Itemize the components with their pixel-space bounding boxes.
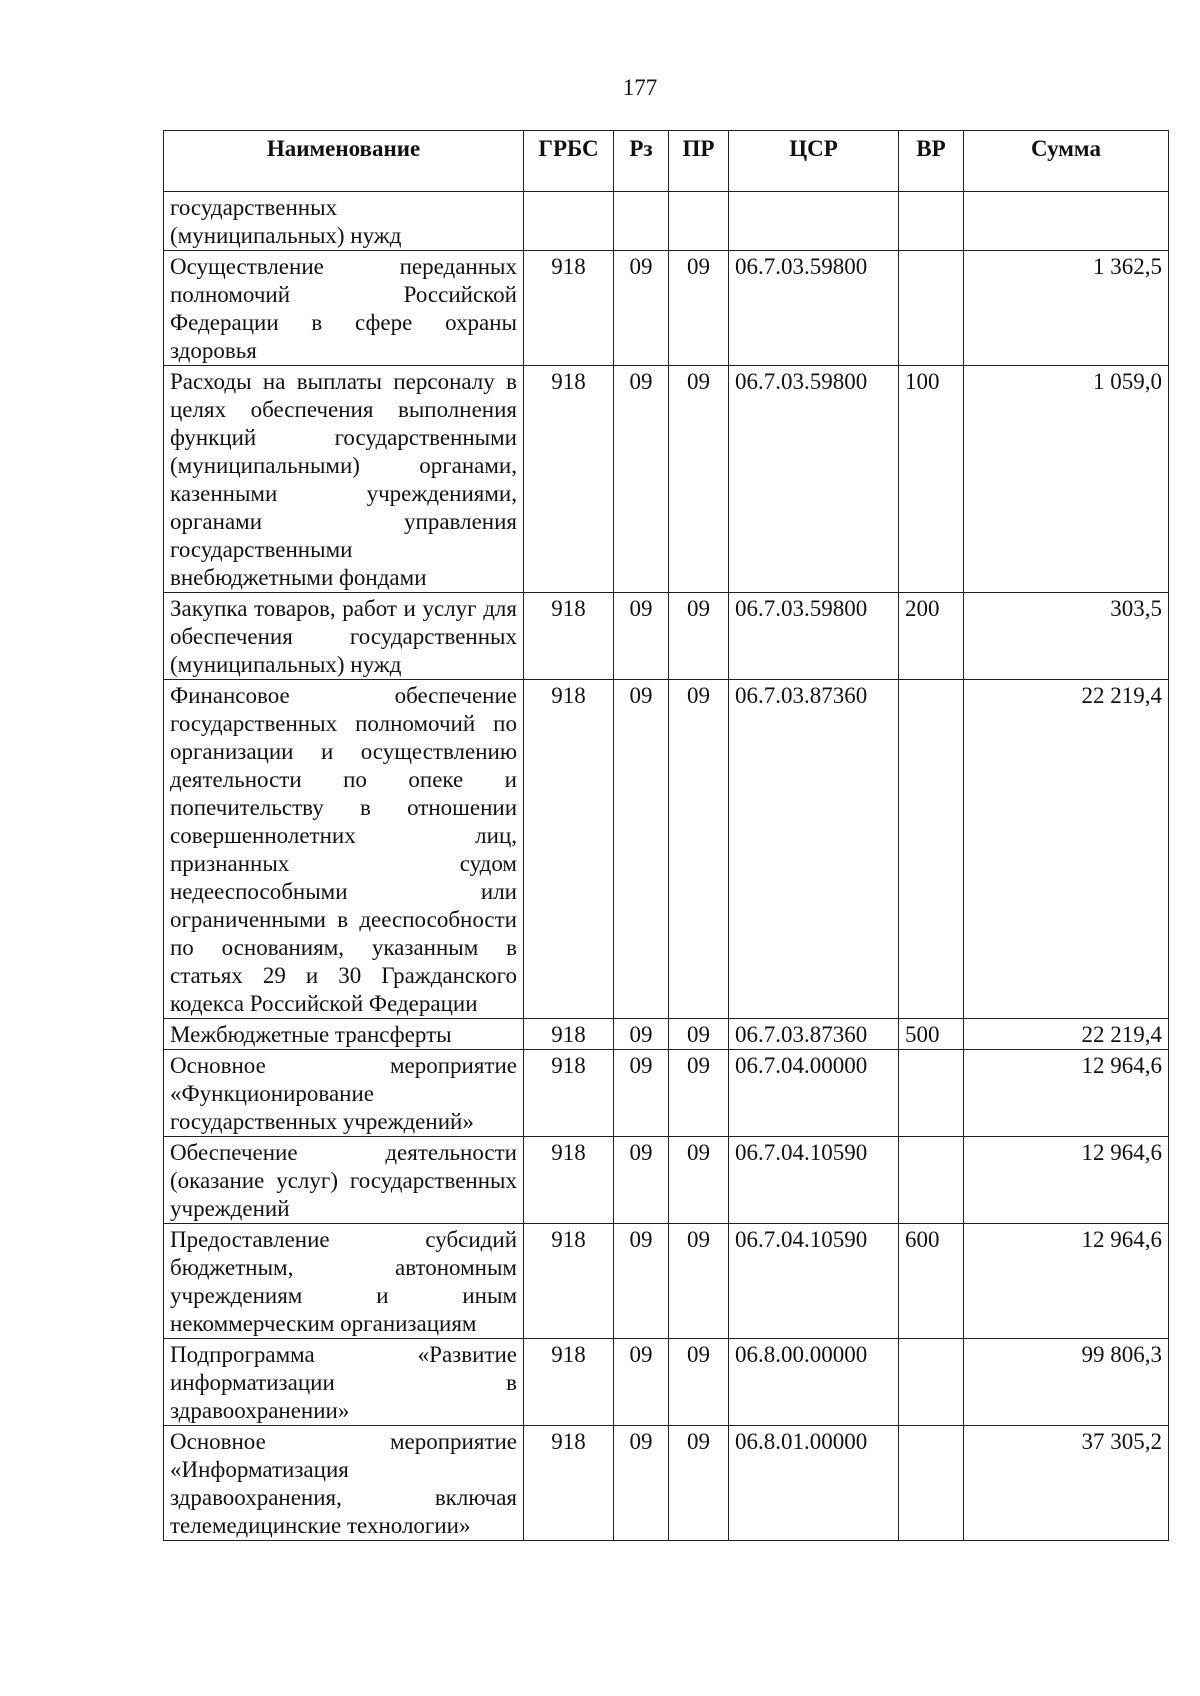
table-row [164, 1339, 1169, 1426]
cell-grbs: 918 [524, 1137, 614, 1224]
cell-sum: 1 362,5 [964, 251, 1169, 366]
cell-csr: 06.7.04.00000 [729, 1050, 899, 1137]
cell-rz: 09 [614, 251, 669, 366]
cell-pr: 09 [669, 1426, 729, 1541]
table-row [164, 1426, 1169, 1541]
cell-csr: 06.7.03.59800 [729, 593, 899, 680]
cell-name: Осуществление переданных полномочий Российской Федерации в сфере охраны здоровья [164, 251, 524, 366]
table-header-row [164, 131, 1169, 192]
table-row [164, 593, 1169, 680]
cell-vr: 600 [899, 1224, 964, 1339]
cell-vr: 500 [899, 1019, 964, 1050]
cell-pr: 09 [669, 593, 729, 680]
cell-pr: 09 [669, 1224, 729, 1339]
cell-vr [899, 1339, 964, 1426]
page-number: 177 [622, 75, 658, 100]
cell-name: Предоставление субсидий бюджетным, автономным учреждениям и иным некоммерческим организациям [164, 1224, 524, 1339]
cell-name: Расходы на выплаты персоналу в целях обеспечения выполнения функций государственными (муниципальными) органами, казенными учреждениями, органами управления государственными внебюджетными фондами [164, 366, 524, 593]
cell-pr: 09 [669, 251, 729, 366]
table-row [164, 192, 1169, 251]
cell-csr: 06.7.03.87360 [729, 680, 899, 1019]
cell-sum: 303,5 [964, 593, 1169, 680]
cell-sum: 37 305,2 [964, 1426, 1169, 1541]
table-row [164, 1050, 1169, 1137]
cell-csr: 06.7.03.59800 [729, 366, 899, 593]
cell-rz: 09 [614, 366, 669, 593]
cell-csr: 06.7.03.59800 [729, 251, 899, 366]
column-header-grbs: ГРБС [524, 131, 614, 192]
cell-sum [964, 192, 1169, 251]
cell-pr: 09 [669, 1137, 729, 1224]
cell-name: Основное мероприятие «Информатизация здравоохранения, включая телемедицинские технологии» [164, 1426, 524, 1541]
cell-grbs: 918 [524, 1050, 614, 1137]
cell-csr: 06.8.01.00000 [729, 1426, 899, 1541]
cell-grbs: 918 [524, 680, 614, 1019]
cell-grbs: 918 [524, 1339, 614, 1426]
cell-grbs: 918 [524, 1224, 614, 1339]
cell-vr: 200 [899, 593, 964, 680]
cell-sum: 22 219,4 [964, 1019, 1169, 1050]
cell-sum: 12 964,6 [964, 1050, 1169, 1137]
cell-grbs: 918 [524, 593, 614, 680]
cell-name: Подпрограмма «Развитие информатизации в здравоохранении» [164, 1339, 524, 1426]
cell-vr [899, 251, 964, 366]
cell-sum: 1 059,0 [964, 366, 1169, 593]
cell-vr [899, 680, 964, 1019]
cell-csr: 06.7.04.10590 [729, 1137, 899, 1224]
cell-vr: 100 [899, 366, 964, 593]
cell-vr [899, 192, 964, 251]
column-header-name: Наименование [164, 131, 524, 192]
cell-sum: 22 219,4 [964, 680, 1169, 1019]
cell-rz: 09 [614, 1019, 669, 1050]
column-header-vr: ВР [899, 131, 964, 192]
cell-grbs: 918 [524, 1019, 614, 1050]
table-row [164, 680, 1169, 1019]
cell-pr: 09 [669, 366, 729, 593]
table-row [164, 251, 1169, 366]
column-header-csr: ЦСР [729, 131, 899, 192]
cell-sum: 12 964,6 [964, 1224, 1169, 1339]
cell-rz: 09 [614, 1050, 669, 1137]
budget-table [163, 130, 1169, 1541]
cell-pr: 09 [669, 680, 729, 1019]
cell-csr: 06.7.04.10590 [729, 1224, 899, 1339]
table-row [164, 1137, 1169, 1224]
cell-csr: 06.7.03.87360 [729, 1019, 899, 1050]
cell-csr: 06.8.00.00000 [729, 1339, 899, 1426]
cell-grbs [524, 192, 614, 251]
cell-name: Обеспечение деятельности (оказание услуг) государственных учреждений [164, 1137, 524, 1224]
column-header-sum: Сумма [964, 131, 1169, 192]
cell-name: Межбюджетные трансферты [164, 1019, 524, 1050]
cell-vr [899, 1137, 964, 1224]
table-row [164, 366, 1169, 593]
cell-rz: 09 [614, 593, 669, 680]
cell-sum: 99 806,3 [964, 1339, 1169, 1426]
column-header-rz: Рз [614, 131, 669, 192]
cell-sum: 12 964,6 [964, 1137, 1169, 1224]
cell-rz: 09 [614, 680, 669, 1019]
cell-vr [899, 1050, 964, 1137]
column-header-pr: ПР [669, 131, 729, 192]
cell-rz: 09 [614, 1426, 669, 1541]
cell-name: государственных (муниципальных) нужд [164, 192, 524, 251]
cell-name: Основное мероприятие «Функционирование государственных учреждений» [164, 1050, 524, 1137]
table-row [164, 1019, 1169, 1050]
cell-rz: 09 [614, 1339, 669, 1426]
cell-rz: 09 [614, 1137, 669, 1224]
cell-name: Закупка товаров, работ и услуг для обеспечения государственных (муниципальных) нужд [164, 593, 524, 680]
cell-grbs: 918 [524, 251, 614, 366]
cell-grbs: 918 [524, 1426, 614, 1541]
cell-rz [614, 192, 669, 251]
cell-pr [669, 192, 729, 251]
cell-rz: 09 [614, 1224, 669, 1339]
cell-vr [899, 1426, 964, 1541]
table-row [164, 1224, 1169, 1339]
cell-pr: 09 [669, 1019, 729, 1050]
cell-name: Финансовое обеспечение государственных полномочий по организации и осуществлению деятельности по опеке и попечительству в отношении совершеннолетних лиц, признанных судом недееспособными или ограниченными в дееспособности по основаниям, указанным в статьях 29 и 30 Гражданского кодекса Российской Федерации [164, 680, 524, 1019]
cell-grbs: 918 [524, 366, 614, 593]
cell-pr: 09 [669, 1339, 729, 1426]
cell-csr [729, 192, 899, 251]
cell-pr: 09 [669, 1050, 729, 1137]
